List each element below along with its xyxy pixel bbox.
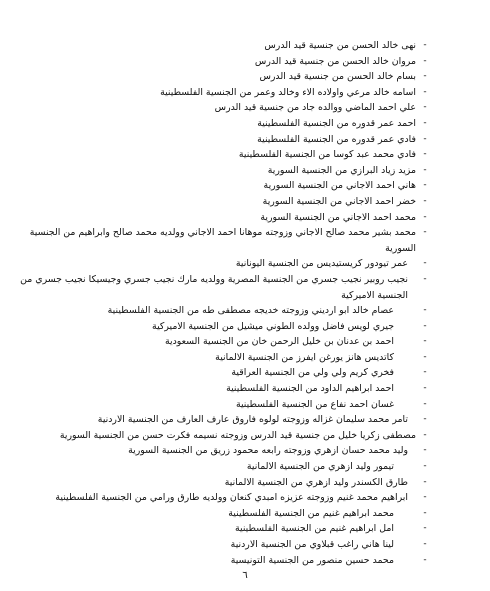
- list-item: [10, 381, 430, 397]
- list-item: [10, 443, 430, 459]
- list-item-text: نجيب روبير نجيب جسري من الجنسية المصرية وولديه مارك نجيب جسري وجيسيكا نجيب جسري من الجنسية الاميركية: [20, 273, 408, 301]
- list-item: [10, 319, 430, 335]
- bullet: -: [423, 523, 427, 534]
- list-item-text: محمد بشير محمد صالح الاجاني وزوجته موهانا احمد الاجاني وولديه محمد صالح وابراهيم من الجنسية السورية: [29, 227, 416, 254]
- list-item-text: احمد بن عدنان بن خليل الرحمن خان من الجنسية السعودية: [165, 336, 394, 348]
- bullet: -: [423, 258, 427, 269]
- list-item-text: جيري لويس فاضل وولده الطوني ميشيل من الجنسية الاميركية: [152, 320, 394, 332]
- list-item: [10, 490, 430, 506]
- bullet: -: [423, 445, 427, 456]
- list-item-text: محمد حسين منصور من الجنسية التونيسية: [230, 554, 394, 566]
- list-item: [10, 428, 430, 444]
- list-item-text: فخري كريم ولي ولي من الجنسية العراقية: [231, 367, 394, 379]
- bullet: -: [423, 164, 427, 175]
- list-item-text: هاني احمد الاجاني من الجنسية السورية: [263, 180, 416, 192]
- bullet: -: [423, 86, 427, 97]
- bullet: -: [423, 367, 427, 378]
- list-item-text: احمد ابراهيم الداود من الجنسية الفلسطينية: [226, 383, 394, 395]
- bullet: -: [423, 351, 427, 362]
- bullet: -: [423, 429, 427, 440]
- list-item: [10, 132, 430, 148]
- list-item-text: ابراهيم محمد غنيم وزوجته عزيزه امبدي كنعان وولديه طارق ورامي من الجنسية الفلسطينية: [55, 492, 408, 504]
- list-item-text: مصطفى زكريا خليل من جنسية قيد الدرس وزوجته نسيمه فكرت حسن من الجنسية السورية: [59, 429, 416, 441]
- list-item-text: مروان خالد الحسن من جنسية قيد الدرس: [254, 55, 416, 67]
- bullet: -: [423, 320, 427, 331]
- bullet: -: [423, 305, 427, 316]
- list-item-text: تامر محمد سليمان غزاله وزوجته لولوه فاروق عارف العارف من الجنسية الاردنية: [97, 414, 408, 426]
- bullet: -: [423, 195, 427, 206]
- page-number: ٦: [242, 570, 248, 581]
- bullet: -: [423, 398, 427, 409]
- list-item-text: فادي محمد عبد كوسا من الجنسية الفلسطينية: [238, 149, 416, 161]
- bullet: -: [423, 554, 427, 565]
- list-item: [10, 54, 430, 70]
- bullet: -: [423, 55, 427, 66]
- list-item: [10, 38, 430, 54]
- list-item-text: محمد ابراهيم غنيم من الجنسية الفلسطينية: [228, 507, 394, 519]
- list-item: [10, 100, 430, 116]
- list-item: [10, 521, 430, 537]
- list-item: [10, 365, 430, 381]
- list-item-text: كاتديس هانز يورغن ايفرز من الجنسية الالمانية: [215, 351, 394, 363]
- list-item-text: تيمور وليد ازهري من الجنسية الالمانية: [246, 461, 394, 473]
- list-item-text: عصام خالد ابو ارديني وزوجته خديجه مصطفى طه من الجنسية الفلسطينية: [107, 305, 394, 317]
- list-item-text: اسامه خالد مرعي واولاده الاء وخالد وعمر من الجنسية الفلسطينية: [160, 86, 416, 98]
- bullet: -: [423, 102, 427, 113]
- list-item: [10, 225, 430, 256]
- bullet: -: [423, 461, 427, 472]
- list-item: [10, 178, 430, 194]
- list-item: [10, 459, 430, 475]
- list-item: [10, 272, 430, 303]
- bullet: -: [423, 117, 427, 128]
- list-item-text: امل ابراهيم غنيم من الجنسية الفلسطينية: [234, 523, 394, 535]
- list-item: [10, 256, 430, 272]
- names-list: [10, 38, 430, 568]
- bullet: -: [423, 539, 427, 549]
- list-item-text: خضر احمد الاجاني من الجنسية السورية: [262, 195, 416, 207]
- list-item-text: عمر تيودور كريستيديس من الجنسية اليونانية: [235, 258, 408, 270]
- bullet: -: [423, 211, 427, 222]
- list-item: [10, 210, 430, 226]
- list-item: [10, 506, 430, 522]
- bullet: -: [423, 492, 427, 503]
- list-item: [10, 475, 430, 491]
- list-item-text: نهى خالد الحسن من جنسية قيد الدرس: [264, 40, 416, 51]
- bullet: -: [423, 336, 427, 347]
- bullet: -: [423, 71, 427, 82]
- list-item: [10, 553, 430, 569]
- bullet: -: [423, 180, 427, 191]
- list-item-text: لينا هاني راغب قبلاوي من الجنسية الاردنية: [230, 539, 394, 550]
- list-item: [10, 69, 430, 85]
- list-item-text: احمد عمر قدوره من الجنسية الفلسطينية: [257, 117, 416, 129]
- list-item: [10, 350, 430, 366]
- bullet: -: [423, 40, 427, 50]
- list-item-text: علي احمد الماضي ووالده جاد من جنسية قيد الدرس: [214, 102, 416, 114]
- list-item-text: غسان احمد نفاع من الجنسية الفلسطينية: [235, 398, 394, 410]
- bullet: -: [423, 383, 427, 394]
- bullet: -: [423, 227, 427, 238]
- bullet: -: [423, 133, 427, 144]
- list-item: [10, 194, 430, 210]
- bullet: -: [423, 273, 427, 284]
- list-item-text: محمد احمد الاجاني من الجنسية السورية: [260, 211, 416, 223]
- list-item: [10, 303, 430, 319]
- list-item-text: وليد محمد حسان ازهري وزوجته رابعه محمود زريق من الجنسية السورية: [128, 445, 408, 457]
- list-item-text: بسام خالد الحسن من جنسية قيد الدرس: [259, 71, 416, 83]
- bullet: -: [423, 507, 427, 518]
- list-item: [10, 537, 430, 553]
- list-item: [10, 116, 430, 132]
- list-item: [10, 147, 430, 163]
- list-item: [10, 334, 430, 350]
- list-item-text: طارق الكسندر وليد ازهري من الجنسية الالمانية: [224, 476, 408, 488]
- bullet: -: [423, 476, 427, 487]
- bullet: -: [423, 414, 427, 425]
- list-item: [10, 163, 430, 179]
- list-item: [10, 397, 430, 413]
- list-item: [10, 412, 430, 428]
- bullet: -: [423, 149, 427, 160]
- list-item: [10, 85, 430, 101]
- list-item-text: فادي عمر قدوره من الجنسية الفلسطينية: [257, 133, 416, 145]
- list-item-text: مزيد زياد البرازي من الجنسية السورية: [267, 164, 416, 176]
